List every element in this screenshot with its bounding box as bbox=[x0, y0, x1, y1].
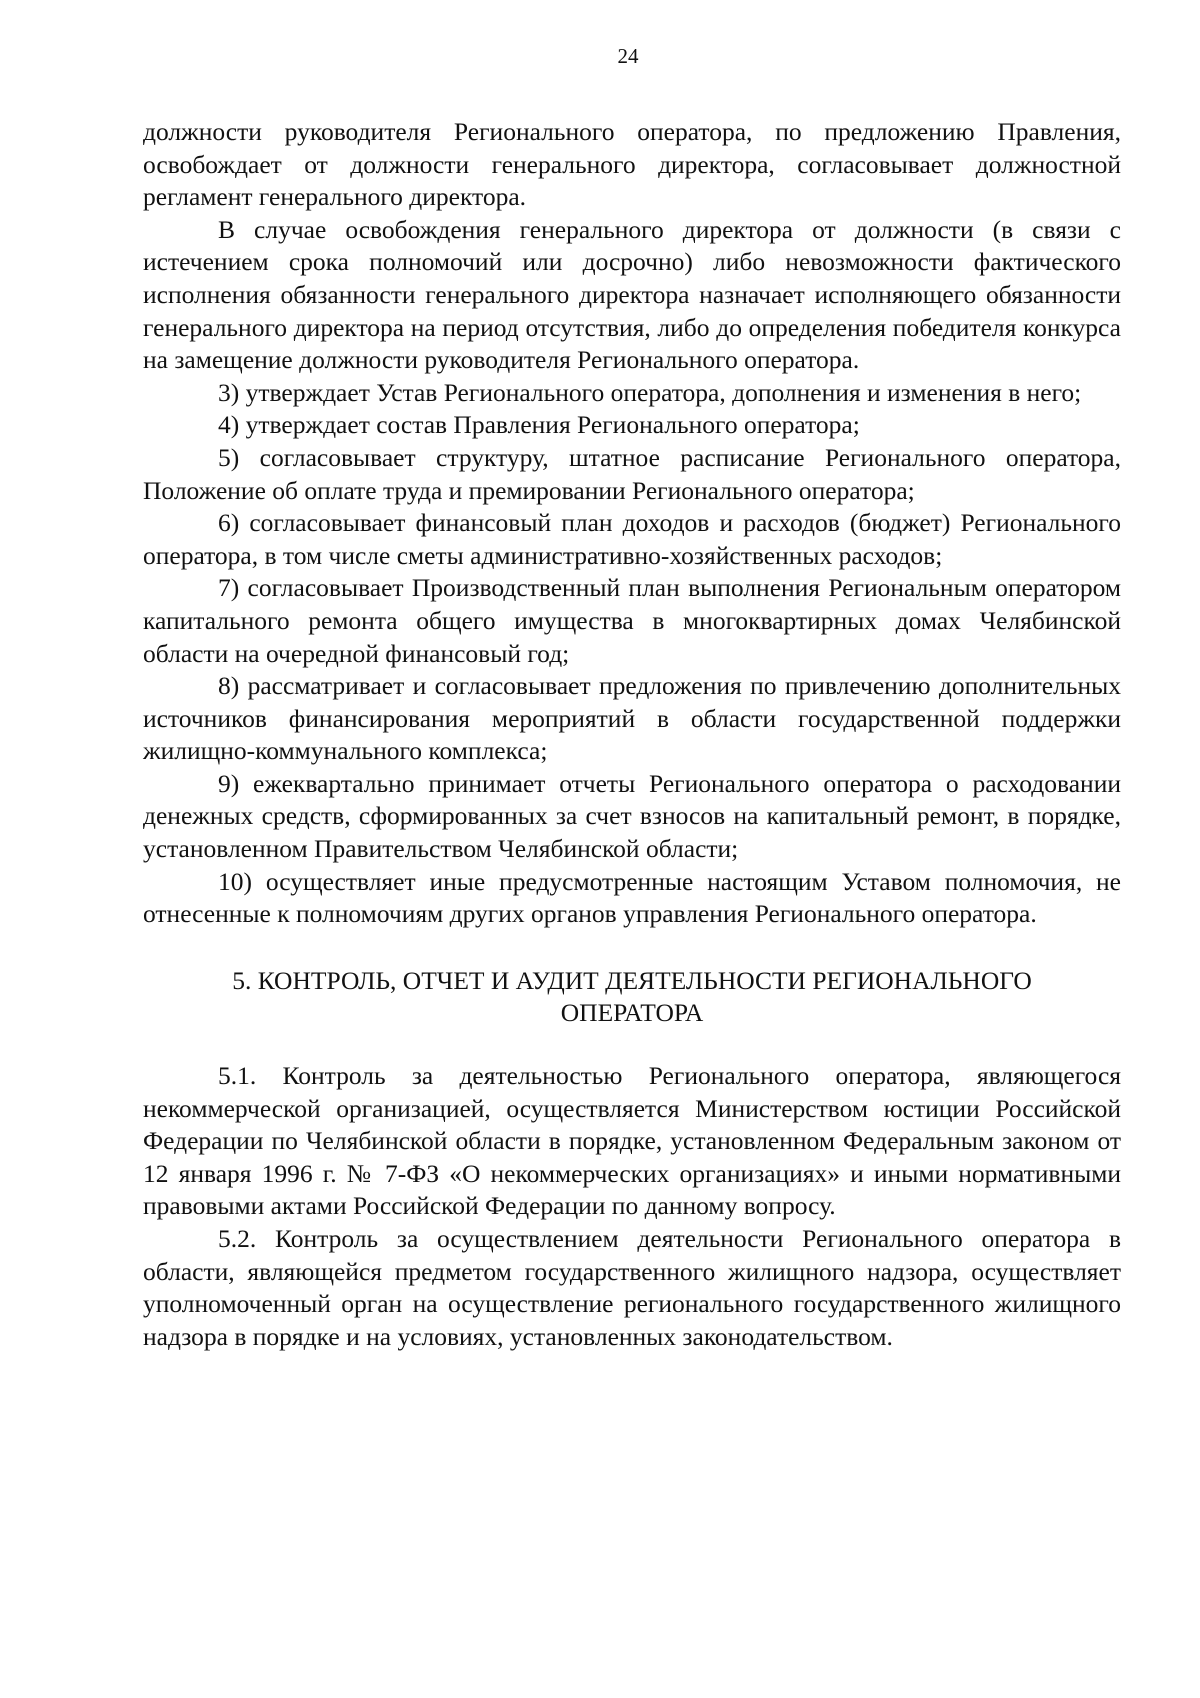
section-heading-line-2: ОПЕРАТОРА bbox=[560, 998, 704, 1028]
clause-5-1: 5.1. Контроль за деятельностью Регионального оператора, являющегося некоммерческой организацией, осуществляется Министерством юстиции Российской Федерации по Челябинской области в порядке, установленном Федеральным законом от 12 января 1996 г. № 7-ФЗ «О некоммерческих организациях» и иными нормативными правовыми актами Российской Федерации по данному вопросу. bbox=[143, 1061, 1121, 1221]
list-item-5: 5) согласовывает структуру, штатное расписание Регионального оператора, Положение об оплате труда и премировании Регионального оператора; bbox=[143, 442, 1121, 505]
document-body bbox=[143, 116, 1121, 1353]
list-item-6: 6) согласовывает финансовый план доходов и расходов (бюджет) Регионального оператора, в том числе сметы административно-хозяйственных расходов; bbox=[143, 508, 1121, 570]
page-number: 24 bbox=[617, 44, 639, 68]
section-heading-line-1: 5. КОНТРОЛЬ, ОТЧЕТ И АУДИТ ДЕЯТЕЛЬНОСТИ РЕГИОНАЛЬНОГО bbox=[232, 965, 1032, 995]
clause-5-2: 5.2. Контроль за осуществлением деятельности Регионального оператора в области, являющейся предметом государственного жилищного надзора, осуществляет уполномоченный орган на осуществление регионального государственного жилищного надзора в порядке и на условиях, установленных законодательством. bbox=[143, 1224, 1121, 1351]
section-heading bbox=[143, 965, 1121, 1030]
list-item-3: 3) утверждает Устав Регионального оператора, дополнения и изменения в него; bbox=[218, 377, 1082, 407]
list-item-7: 7) согласовывает Производственный план выполнения Региональным оператором капитального ремонта общего имущества в многоквартирных домах Челябинской области на очередной финансовый год; bbox=[143, 573, 1121, 668]
list-item-9: 9) ежеквартально принимает отчеты Регионального оператора о расходовании денежных средств, сформированных за счет взносов на капитальный ремонт, в порядке, установленном Правительством Челябинской области; bbox=[143, 768, 1121, 864]
paragraph-continuation: должности руководителя Регионального оператора, по предложению Правления, освобождает от должности генерального директора, согласовывает должностной регламент генерального директора. bbox=[143, 117, 1121, 212]
list-item-4: 4) утверждает состав Правления Регионального оператора; bbox=[218, 410, 860, 440]
list-item-8: 8) рассматривает и согласовывает предложения по привлечению дополнительных источников финансирования мероприятий в области государственной поддержки жилищно-коммунального комплекса; bbox=[143, 671, 1121, 766]
list-item-10: 10) осуществляет иные предусмотренные настоящим Уставом полномочия, не отнесенные к полномочиям других органов управления Регионального оператора. bbox=[143, 866, 1121, 929]
paragraph-acting-director: В случае освобождения генерального директора от должности (в связи с истечением срока полномочий или досрочно) либо невозможности фактического исполнения обязанности генерального директора назначает исполняющего обязанности генерального директора на период отсутствия, либо до определения победителя конкурса на замещение должности руководителя Регионального оператора. bbox=[143, 214, 1121, 375]
